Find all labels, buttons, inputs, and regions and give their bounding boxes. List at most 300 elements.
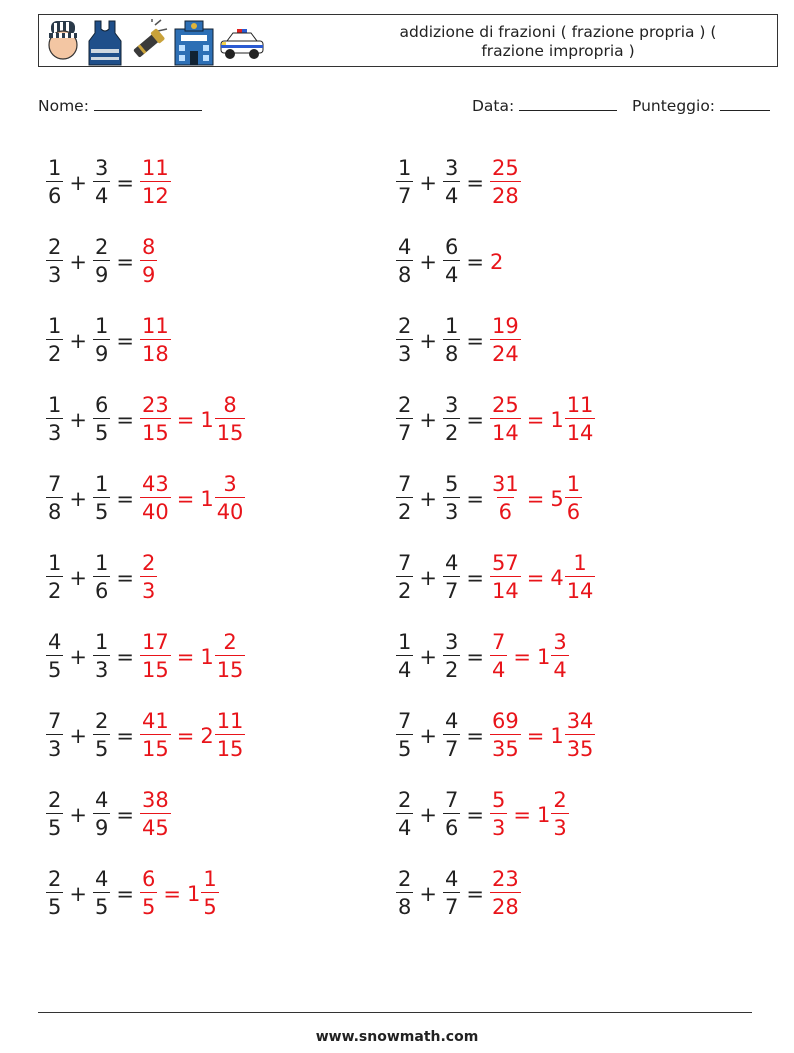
numerator: 23 [141,393,169,417]
addend-fraction [46,316,63,365]
numerator: 1 [566,472,581,496]
numerator: 4 [398,235,412,259]
numerator: 5 [491,788,506,812]
numerator: 6 [94,393,109,417]
denominator: 3 [93,655,110,681]
equals-sign: = [466,802,484,827]
numerator: 11 [566,393,594,417]
numerator: 6 [444,235,459,259]
denominator: 4 [490,655,507,681]
denominator: 9 [93,813,110,839]
equals-sign: = [116,328,134,353]
numerator: 1 [94,551,109,575]
equals-sign: = [116,170,134,195]
score-blank [720,94,770,111]
denominator: 6 [497,497,514,523]
mixed-fraction [565,395,596,444]
addend-fraction [46,790,63,839]
flashlight-icon [127,19,169,67]
numerator: 7 [48,709,62,733]
plus-sign: + [419,249,437,274]
numerator: 3 [553,630,567,654]
mixed-whole: 1 [200,644,214,669]
problem-row [46,538,245,617]
footer-url: www.snowmath.com [315,1029,479,1045]
denominator: 3 [46,418,63,444]
denominator: 4 [551,655,568,681]
addend-fraction [443,711,460,760]
answer-fraction [140,790,171,839]
addend-fraction [46,632,63,681]
addend-fraction [93,474,110,523]
addend-fraction [93,395,110,444]
problem-row [396,696,595,775]
denominator: 5 [140,892,157,918]
numerator: 4 [48,630,62,654]
date-label: Data: [472,97,515,115]
numerator: 2 [48,788,62,812]
equals-sign: = [116,249,134,274]
answer-fraction [140,474,171,523]
numerator: 1 [398,156,412,180]
plus-sign: + [69,802,87,827]
addend-fraction [93,316,110,365]
denominator: 24 [490,339,521,365]
addend-fraction [93,237,110,286]
addend-fraction [443,395,460,444]
problem-row [396,380,595,459]
plus-sign: + [69,723,87,748]
plus-sign: + [69,644,87,669]
plus-sign: + [419,644,437,669]
problem-row [46,854,245,933]
equals-sign: = [116,486,134,511]
mixed-fraction [551,790,568,839]
addend-fraction [396,790,413,839]
plus-sign: + [69,407,87,432]
equals-sign: = [176,723,195,748]
problems-right-column [396,143,595,933]
answer-fraction [140,395,171,444]
equals-sign: = [466,328,484,353]
plus-sign: + [419,407,437,432]
numerator: 4 [444,867,459,891]
problem-row [46,617,245,696]
denominator: 8 [443,339,460,365]
answer-fraction [140,158,171,207]
answer-whole: 2 [489,249,504,274]
equals-sign: = [526,723,545,748]
denominator: 15 [140,734,171,760]
numerator: 2 [398,393,412,417]
addend-fraction [93,869,110,918]
denominator: 2 [396,576,413,602]
denominator: 7 [443,576,460,602]
numerator: 1 [398,630,412,654]
numerator: 1 [94,472,109,496]
addend-fraction [443,474,460,523]
denominator: 2 [396,497,413,523]
numerator: 2 [94,709,109,733]
addend-fraction [443,790,460,839]
mixed-fraction [201,869,218,918]
numerator: 4 [94,867,109,891]
answer-fraction [140,316,171,365]
answer-fraction [140,711,171,760]
denominator: 3 [46,260,63,286]
denominator: 28 [490,181,521,207]
denominator: 35 [490,734,521,760]
numerator: 11 [216,709,244,733]
numerator: 7 [444,788,459,812]
problem-row [396,301,595,380]
problem-row [396,538,595,617]
numerator: 25 [491,393,519,417]
numerator: 2 [223,630,237,654]
name-blank [94,94,202,111]
problem-row [396,854,595,933]
equals-sign: = [176,486,195,511]
denominator: 5 [93,734,110,760]
denominator: 35 [565,734,596,760]
addend-fraction [396,395,413,444]
denominator: 12 [140,181,171,207]
equals-sign: = [116,565,134,590]
denominator: 9 [93,339,110,365]
numerator: 3 [444,630,459,654]
numerator: 2 [141,551,156,575]
addend-fraction [46,474,63,523]
numerator: 7 [48,472,62,496]
denominator: 3 [396,339,413,365]
numerator: 1 [573,551,587,575]
denominator: 5 [46,892,63,918]
numerator: 2 [398,788,412,812]
denominator: 3 [46,734,63,760]
mixed-whole: 1 [200,486,214,511]
problem-row [46,459,245,538]
addend-fraction [443,869,460,918]
denominator: 45 [140,813,171,839]
numerator: 3 [94,156,109,180]
numerator: 1 [48,314,62,338]
addend-fraction [93,790,110,839]
mixed-whole: 1 [186,881,201,906]
plus-sign: + [69,881,87,906]
denominator: 2 [443,418,460,444]
mixed-whole: 1 [536,802,551,827]
numerator: 8 [141,235,156,259]
numerator: 1 [48,393,62,417]
answer-fraction [490,711,521,760]
addend-fraction [396,553,413,602]
denominator: 28 [490,892,521,918]
plus-sign: + [69,486,87,511]
equals-sign: = [116,644,134,669]
problem-row [46,222,245,301]
name-label: Nome: [38,97,89,115]
numerator: 4 [444,551,459,575]
denominator: 14 [490,576,521,602]
mixed-whole: 1 [550,723,564,748]
addend-fraction [396,711,413,760]
police-station-icon [171,19,217,67]
problem-row [396,775,595,854]
numerator: 3 [223,472,237,496]
addend-fraction [443,316,460,365]
addend-fraction [46,711,63,760]
mixed-fraction [565,474,582,523]
addend-fraction [93,158,110,207]
denominator: 15 [215,734,246,760]
denominator: 3 [140,576,157,602]
numerator: 1 [48,551,62,575]
plus-sign: + [69,565,87,590]
numerator: 38 [141,788,169,812]
denominator: 4 [93,181,110,207]
date-blank [519,94,617,111]
denominator: 18 [140,339,171,365]
problem-row [396,459,595,538]
problem-row [396,143,595,222]
addend-fraction [46,869,63,918]
addend-fraction [46,158,63,207]
denominator: 15 [140,418,171,444]
equals-sign: = [116,802,134,827]
problem-row [46,301,245,380]
mixed-whole: 1 [536,644,551,669]
mixed-fraction [565,553,596,602]
mixed-whole: 2 [200,723,214,748]
numerator: 2 [398,314,412,338]
addend-fraction [396,869,413,918]
equals-sign: = [163,881,181,906]
denominator: 7 [396,181,413,207]
numerator: 19 [491,314,519,338]
numerator: 3 [444,156,459,180]
worksheet-header [38,14,778,67]
mixed-fraction [215,474,246,523]
date-field [472,94,617,115]
numerator: 1 [48,156,62,180]
denominator: 5 [46,813,63,839]
answer-fraction [140,553,157,602]
addend-fraction [443,553,460,602]
denominator: 5 [46,655,63,681]
header-icons [43,19,265,67]
equals-sign: = [116,723,134,748]
problems-left-column [46,143,245,933]
denominator: 14 [565,576,596,602]
problem-row [46,775,245,854]
denominator: 40 [140,497,171,523]
denominator: 3 [443,497,460,523]
mixed-whole: 4 [550,565,564,590]
plus-sign: + [419,802,437,827]
numerator: 2 [398,867,412,891]
numerator: 1 [203,867,217,891]
mixed-fraction [215,395,246,444]
equals-sign: = [466,249,484,274]
denominator: 15 [215,655,246,681]
equals-sign: = [526,407,545,432]
score-label: Punteggio: [632,97,716,115]
problem-row [46,143,245,222]
addend-fraction [46,237,63,286]
equals-sign: = [466,486,484,511]
numerator: 11 [141,156,169,180]
addend-fraction [396,474,413,523]
name-field [38,94,202,115]
denominator: 4 [396,655,413,681]
denominator: 15 [140,655,171,681]
numerator: 1 [94,630,109,654]
denominator: 8 [396,892,413,918]
denominator: 7 [396,418,413,444]
addend-fraction [396,316,413,365]
numerator: 4 [94,788,109,812]
mixed-whole: 1 [200,407,214,432]
problem-row [46,380,245,459]
numerator: 2 [48,867,62,891]
prisoner-icon [43,19,83,63]
answer-fraction [140,869,157,918]
denominator: 3 [551,813,568,839]
equals-sign: = [466,565,484,590]
mixed-fraction [565,711,596,760]
denominator: 5 [201,892,218,918]
plus-sign: + [419,486,437,511]
numerator: 2 [48,235,62,259]
denominator: 14 [565,418,596,444]
denominator: 7 [443,892,460,918]
denominator: 9 [140,260,157,286]
answer-fraction [490,395,521,444]
mixed-fraction [215,711,246,760]
problem-row [396,222,595,301]
denominator: 7 [443,734,460,760]
plus-sign: + [419,881,437,906]
addend-fraction [93,711,110,760]
equals-sign: = [176,644,195,669]
addend-fraction [443,237,460,286]
denominator: 2 [46,576,63,602]
denominator: 5 [93,892,110,918]
numerator: 11 [141,314,169,338]
addend-fraction [93,632,110,681]
numerator: 7 [398,551,412,575]
denominator: 5 [93,418,110,444]
numerator: 2 [553,788,567,812]
plus-sign: + [69,328,87,353]
numerator: 17 [141,630,169,654]
equals-sign: = [466,170,484,195]
numerator: 43 [141,472,169,496]
equals-sign: = [466,407,484,432]
denominator: 5 [93,497,110,523]
numerator: 5 [444,472,459,496]
answer-fraction [490,553,521,602]
equals-sign: = [116,407,134,432]
numerator: 41 [141,709,169,733]
denominator: 40 [215,497,246,523]
equals-sign: = [513,644,531,669]
police-car-icon [219,19,265,67]
denominator: 4 [443,181,460,207]
mixed-whole: 5 [550,486,564,511]
equals-sign: = [466,644,484,669]
plus-sign: + [69,249,87,274]
numerator: 25 [491,156,519,180]
denominator: 9 [93,260,110,286]
denominator: 14 [490,418,521,444]
addend-fraction [396,237,413,286]
equals-sign: = [176,407,195,432]
mixed-whole: 1 [550,407,564,432]
addend-fraction [396,632,413,681]
plus-sign: + [419,723,437,748]
mixed-fraction [551,632,568,681]
numerator: 31 [491,472,519,496]
answer-fraction [490,316,521,365]
numerator: 1 [94,314,109,338]
answer-fraction [490,869,521,918]
denominator: 15 [215,418,246,444]
answer-fraction [490,632,507,681]
plus-sign: + [419,565,437,590]
answer-fraction [490,790,507,839]
numerator: 34 [566,709,594,733]
plus-sign: + [69,170,87,195]
addend-fraction [443,158,460,207]
numerator: 7 [398,472,412,496]
addend-fraction [396,158,413,207]
numerator: 57 [491,551,519,575]
numerator: 7 [491,630,506,654]
equals-sign: = [513,802,531,827]
answer-fraction [140,632,171,681]
denominator: 3 [490,813,507,839]
answer-fraction [140,237,157,286]
police-vest-icon [85,19,125,67]
denominator: 4 [443,260,460,286]
answer-fraction [490,158,521,207]
numerator: 2 [94,235,109,259]
denominator: 8 [46,497,63,523]
numerator: 6 [141,867,156,891]
addend-fraction [46,553,63,602]
footer-divider [38,1012,752,1013]
equals-sign: = [466,723,484,748]
mixed-fraction [215,632,246,681]
addend-fraction [46,395,63,444]
problem-row [46,696,245,775]
denominator: 8 [396,260,413,286]
denominator: 6 [46,181,63,207]
equals-sign: = [526,486,545,511]
denominator: 5 [396,734,413,760]
plus-sign: + [419,170,437,195]
denominator: 2 [443,655,460,681]
denominator: 6 [93,576,110,602]
equals-sign: = [466,881,484,906]
denominator: 4 [396,813,413,839]
numerator: 7 [398,709,412,733]
numerator: 4 [444,709,459,733]
numerator: 3 [444,393,459,417]
score-field [632,94,770,115]
denominator: 2 [46,339,63,365]
